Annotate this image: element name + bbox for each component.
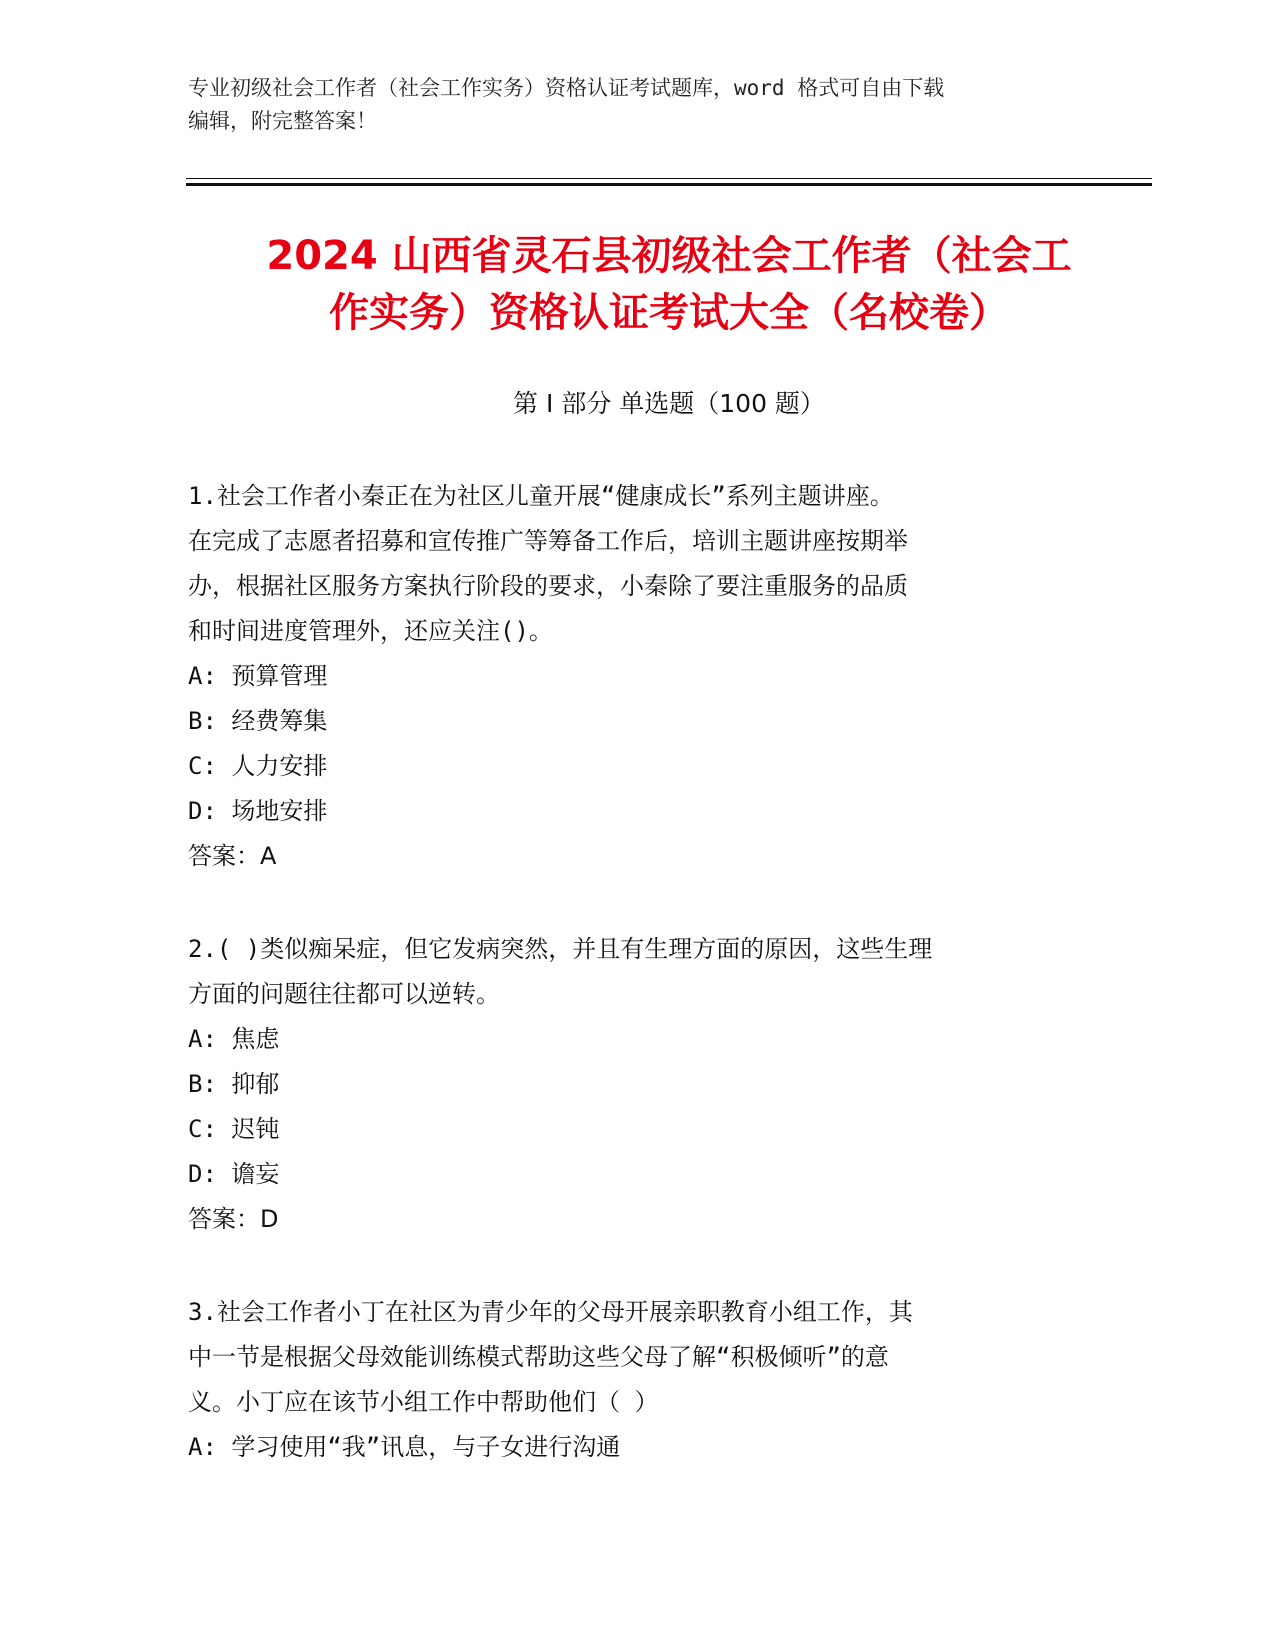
option-c: C: 人力安排 xyxy=(188,752,328,780)
question-stem xyxy=(188,474,1088,654)
question-2 xyxy=(188,927,1088,1242)
stem-line: 和时间进度管理外，还应关注()。 xyxy=(188,617,553,645)
stem-line: 1.社会工作者小秦正在为社区儿童开展“健康成长”系列主题讲座。 xyxy=(188,482,894,510)
option-b: B: 抑郁 xyxy=(188,1070,280,1098)
header-note-line-1: 专业初级社会工作者（社会工作实务）资格认证考试题库，word 格式可自由下载 xyxy=(188,76,945,100)
answer: 答案：A xyxy=(188,842,277,870)
question-stem xyxy=(188,1290,1088,1425)
question-list xyxy=(188,474,1088,1470)
option-d: D: 谵妄 xyxy=(188,1160,280,1188)
title-line-2: 作实务）资格认证考试大全（名校卷） xyxy=(329,290,1009,336)
question-1 xyxy=(188,474,1088,879)
document-title xyxy=(186,228,1152,342)
header-divider-thin xyxy=(186,178,1152,179)
option-a: A: 焦虑 xyxy=(188,1025,280,1053)
option-d: D: 场地安排 xyxy=(188,797,328,825)
question-stem xyxy=(188,927,1088,1017)
stem-line: 办，根据社区服务方案执行阶段的要求，小秦除了要注重服务的品质 xyxy=(188,572,908,600)
stem-line: 中一节是根据父母效能训练模式帮助这些父母了解“积极倾听”的意 xyxy=(188,1343,889,1371)
header-note xyxy=(188,72,1088,138)
question-spacer xyxy=(188,1242,1088,1290)
option-a: A: 学习使用“我”讯息，与子女进行沟通 xyxy=(188,1433,621,1461)
stem-line: 义。小丁应在该节小组工作中帮助他们（ ） xyxy=(188,1388,659,1416)
stem-line: 3.社会工作者小丁在社区为青少年的父母开展亲职教育小组工作，其 xyxy=(188,1298,913,1326)
question-spacer xyxy=(188,879,1088,927)
header-divider-thick xyxy=(186,183,1152,186)
option-a: A: 预算管理 xyxy=(188,662,328,690)
option-b: B: 经费筹集 xyxy=(188,707,328,735)
stem-line: 2.( )类似痴呆症，但它发病突然，并且有生理方面的原因，这些生理 xyxy=(188,935,933,963)
option-c: C: 迟钝 xyxy=(188,1115,280,1143)
answer: 答案：D xyxy=(188,1205,279,1233)
section-title: 第 I 部分 单选题（100 题） xyxy=(513,389,825,418)
stem-line: 在完成了志愿者招募和宣传推广等筹备工作后，培训主题讲座按期举 xyxy=(188,527,908,555)
title-line-1: 2024 山西省灵石县初级社会工作者（社会工 xyxy=(266,233,1072,279)
header-note-line-2: 编辑，附完整答案！ xyxy=(188,109,377,133)
question-3 xyxy=(188,1290,1088,1470)
stem-line: 方面的问题往往都可以逆转。 xyxy=(188,980,500,1008)
